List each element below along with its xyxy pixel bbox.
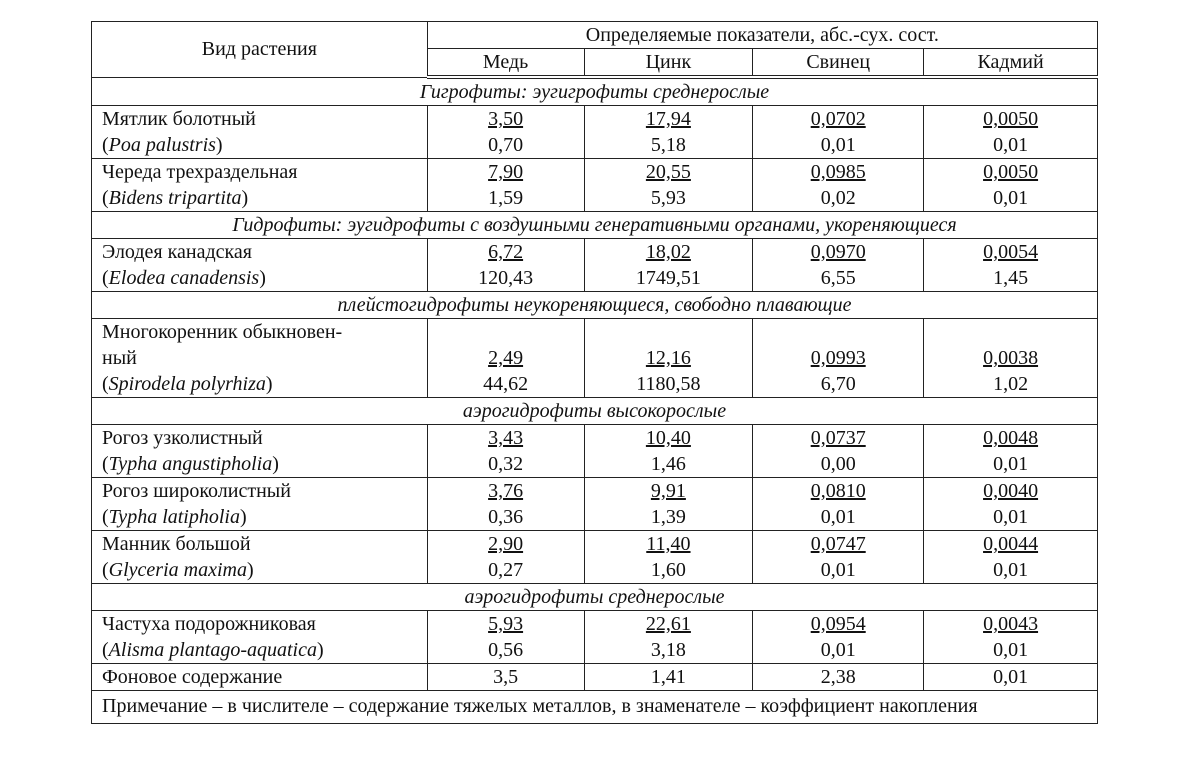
accumulation-coefficient: 1,46: [650, 453, 686, 475]
species-latin: (Elodea canadensis): [102, 267, 266, 289]
latin-name: Glyceria maxima: [108, 559, 247, 581]
latin-name: Typha latipholia: [108, 506, 240, 528]
numerator-value: [924, 159, 1097, 185]
value-cell: [753, 239, 924, 292]
group-row: [92, 77, 1098, 106]
metal-content: 0,0702: [810, 108, 866, 130]
accumulation-coefficient: 6,55: [820, 267, 856, 289]
species-name: Элодея канадская: [102, 241, 253, 263]
metal-content: 9,91: [650, 480, 686, 502]
metal-content: 0,0747: [810, 533, 866, 555]
numerator-value: [585, 425, 753, 451]
value-cell: [924, 425, 1098, 478]
group-row: [92, 292, 1098, 319]
accumulation-coefficient: 3,18: [650, 639, 686, 661]
metal-content: 5,93: [488, 613, 524, 635]
metal-content: 3,76: [488, 480, 524, 502]
table-note: Примечание – в числителе – содержание тяжелых металлов, в знаменателе – коэффициент накопления: [92, 691, 1098, 724]
numerator-value: [753, 478, 923, 504]
value-cell: [753, 611, 924, 664]
metal-content: 22,61: [645, 613, 691, 635]
numerator-value: [428, 239, 584, 265]
numerator-value: [428, 611, 584, 637]
numerator-value: [428, 425, 584, 451]
heavy-metals-table: [91, 21, 1098, 724]
background-value: 3,5: [427, 664, 584, 691]
note-row: [92, 691, 1098, 724]
accumulation-coefficient: 0,70: [488, 134, 524, 156]
group-row: [92, 584, 1098, 611]
accumulation-coefficient: 0,32: [488, 453, 524, 475]
spacer: [585, 319, 753, 345]
accumulation-coefficient: 0,01: [993, 187, 1029, 209]
numerator-value: [585, 531, 753, 557]
value-cell: [753, 425, 924, 478]
accumulation-coefficient: 1180,58: [636, 373, 701, 395]
species-name: Рогоз узколистный: [102, 427, 263, 449]
numerator-value: [924, 425, 1097, 451]
species-cell: [92, 425, 428, 478]
value-cell: [427, 319, 584, 398]
species-cell: [92, 531, 428, 584]
numerator-value: [753, 425, 923, 451]
metal-content: 2,90: [488, 533, 524, 555]
species-name: Частуха подорожниковая: [102, 613, 316, 635]
metal-content: 6,72: [488, 241, 524, 263]
species-cell: [92, 239, 428, 292]
accumulation-coefficient: 120,43: [478, 267, 534, 289]
numerator-value: [924, 478, 1097, 504]
accumulation-coefficient: 1,45: [993, 267, 1029, 289]
value-cell: [924, 239, 1098, 292]
latin-name: Typha angustipholia: [108, 453, 273, 475]
accumulation-coefficient: 44,62: [483, 373, 529, 395]
table-row: [92, 106, 1098, 159]
numerator-value: [924, 106, 1097, 132]
table-row: [92, 425, 1098, 478]
accumulation-coefficient: 0,01: [820, 639, 856, 661]
table-row: [92, 478, 1098, 531]
numerator-value: [924, 611, 1097, 637]
species-latin: (Typha angustipholia): [102, 453, 279, 475]
accumulation-coefficient: 0,56: [488, 639, 524, 661]
metal-content: 11,40: [646, 533, 691, 555]
group-title: аэрогидрофиты среднерослые: [92, 584, 1098, 611]
species-latin: (Glyceria maxima): [102, 559, 254, 581]
species-cell: [92, 611, 428, 664]
value-cell: [427, 159, 584, 212]
numerator-value: [753, 345, 923, 371]
metal-content: 18,02: [645, 241, 691, 263]
spacer: [753, 319, 923, 345]
species-cell: [92, 159, 428, 212]
metal-header-copper: Медь: [427, 49, 584, 78]
metal-content: 17,94: [645, 108, 691, 130]
numerator-value: [753, 159, 923, 185]
value-cell: [753, 531, 924, 584]
latin-name: Poa palustris: [108, 134, 216, 156]
species-latin: (Alisma plantago-aquatica): [102, 639, 324, 661]
metal-content: 0,0048: [983, 427, 1039, 449]
metal-content: 0,0985: [810, 161, 866, 183]
table-row: [92, 611, 1098, 664]
accumulation-coefficient: 0,36: [488, 506, 524, 528]
species-cell: [92, 319, 428, 398]
accumulation-coefficient: 0,01: [820, 134, 856, 156]
accumulation-coefficient: 0,01: [820, 559, 856, 581]
value-cell: [584, 319, 753, 398]
metal-content: 0,0050: [983, 108, 1039, 130]
metal-header-cadmium: Кадмий: [924, 49, 1098, 78]
indicators-header: Определяемые показатели, абс.-сух. сост.: [427, 22, 1097, 49]
accumulation-coefficient: 0,01: [993, 639, 1029, 661]
group-row: [92, 398, 1098, 425]
accumulation-coefficient: 1,02: [993, 373, 1029, 395]
accumulation-coefficient: 0,02: [820, 187, 856, 209]
numerator-value: [753, 611, 923, 637]
accumulation-coefficient: 1749,51: [635, 267, 701, 289]
value-cell: [584, 611, 753, 664]
accumulation-coefficient: 0,27: [488, 559, 524, 581]
numerator-value: [428, 531, 584, 557]
metal-content: 0,0054: [983, 241, 1039, 263]
metal-content: 0,0810: [810, 480, 866, 502]
value-cell: [584, 531, 753, 584]
metal-content: 20,55: [645, 161, 691, 183]
numerator-value: [753, 239, 923, 265]
metal-header-lead: Свинец: [753, 49, 924, 78]
accumulation-coefficient: 6,70: [820, 373, 856, 395]
metal-content: 0,0970: [810, 241, 866, 263]
numerator-value: [585, 239, 753, 265]
species-name: Манник большой: [102, 533, 251, 555]
group-title: Гидрофиты: эугидрофиты с воздушными генеративными органами, укореняющиеся: [92, 212, 1098, 239]
value-cell: [427, 106, 584, 159]
species-name: Мятлик болотный: [102, 108, 256, 130]
spacer: [428, 319, 584, 345]
metal-content: 2,49: [488, 347, 524, 369]
value-cell: [427, 478, 584, 531]
value-cell: [584, 239, 753, 292]
species-latin: (Typha latipholia): [102, 506, 247, 528]
value-cell: [427, 611, 584, 664]
value-cell: [753, 159, 924, 212]
value-cell: [584, 478, 753, 531]
accumulation-coefficient: 1,39: [650, 506, 686, 528]
group-title: плейстогидрофиты неукореняющиеся, свободно плавающие: [92, 292, 1098, 319]
latin-name: Elodea canadensis: [108, 267, 260, 289]
latin-name: Bidens tripartita: [108, 187, 242, 209]
value-cell: [584, 425, 753, 478]
latin-name: Alisma plantago-aquatica: [108, 639, 317, 661]
species-cell: [92, 478, 428, 531]
value-cell: [924, 159, 1098, 212]
species-latin: (Bidens tripartita): [102, 187, 249, 209]
table-row: [92, 239, 1098, 292]
numerator-value: [585, 106, 753, 132]
numerator-value: [585, 159, 753, 185]
species-name: Многокоренник обыкновен-: [102, 321, 343, 343]
metal-content: 3,50: [488, 108, 524, 130]
numerator-value: [428, 478, 584, 504]
species-latin: (Spirodela polyrhiza): [102, 373, 273, 395]
species-name: Череда трехраздельная: [102, 161, 298, 183]
metal-content: 3,43: [488, 427, 524, 449]
group-title: Гигрофиты: эугигрофиты среднерослые: [92, 77, 1098, 106]
accumulation-coefficient: 1,60: [650, 559, 686, 581]
latin-name: Spirodela polyrhiza: [108, 373, 266, 395]
table-row: [92, 531, 1098, 584]
accumulation-coefficient: 0,01: [993, 559, 1029, 581]
value-cell: [753, 106, 924, 159]
metal-content: 7,90: [488, 161, 524, 183]
metal-content: 0,0040: [983, 480, 1039, 502]
metal-content: 12,16: [645, 347, 691, 369]
metal-content: 0,0050: [983, 161, 1039, 183]
numerator-value: [753, 106, 923, 132]
metal-content: 0,0993: [810, 347, 866, 369]
accumulation-coefficient: 5,18: [650, 134, 686, 156]
accumulation-coefficient: 5,93: [650, 187, 686, 209]
value-cell: [427, 239, 584, 292]
metal-content: 0,0043: [983, 613, 1039, 635]
table-row: [92, 319, 1098, 398]
background-value: 0,01: [924, 664, 1098, 691]
species-latin: (Poa palustris): [102, 134, 223, 156]
group-title: аэрогидрофиты высокорослые: [92, 398, 1098, 425]
background-value: 2,38: [753, 664, 924, 691]
numerator-value: [428, 106, 584, 132]
species-header: Вид растения: [92, 22, 428, 78]
background-row: [92, 664, 1098, 691]
background-label: Фоновое содержание: [92, 664, 428, 691]
numerator-value: [924, 345, 1097, 371]
value-cell: [584, 106, 753, 159]
value-cell: [924, 478, 1098, 531]
accumulation-coefficient: 0,01: [993, 506, 1029, 528]
accumulation-coefficient: 0,00: [820, 453, 856, 475]
value-cell: [924, 611, 1098, 664]
metal-content: 0,0044: [983, 533, 1039, 555]
metal-content: 0,0954: [810, 613, 866, 635]
background-value: 1,41: [584, 664, 753, 691]
accumulation-coefficient: 0,01: [820, 506, 856, 528]
value-cell: [584, 159, 753, 212]
numerator-value: [924, 239, 1097, 265]
group-row: [92, 212, 1098, 239]
metal-header-zinc: Цинк: [584, 49, 753, 78]
numerator-value: [753, 531, 923, 557]
accumulation-coefficient: 1,59: [488, 187, 524, 209]
species-name-continued: ный: [102, 347, 137, 369]
metal-content: 0,0038: [983, 347, 1039, 369]
accumulation-coefficient: 0,01: [993, 134, 1029, 156]
numerator-value: [924, 531, 1097, 557]
metal-content: 10,40: [645, 427, 691, 449]
numerator-value: [428, 159, 584, 185]
metal-content: 0,0737: [810, 427, 866, 449]
value-cell: [427, 425, 584, 478]
numerator-value: [585, 611, 753, 637]
value-cell: [753, 319, 924, 398]
numerator-value: [585, 478, 753, 504]
species-name: Рогоз широколистный: [102, 480, 291, 502]
spacer: [924, 319, 1097, 345]
value-cell: [427, 531, 584, 584]
value-cell: [753, 478, 924, 531]
accumulation-coefficient: 0,01: [993, 453, 1029, 475]
table-row: [92, 159, 1098, 212]
value-cell: [924, 319, 1098, 398]
numerator-value: [585, 345, 753, 371]
species-cell: [92, 106, 428, 159]
value-cell: [924, 106, 1098, 159]
numerator-value: [428, 345, 584, 371]
value-cell: [924, 531, 1098, 584]
